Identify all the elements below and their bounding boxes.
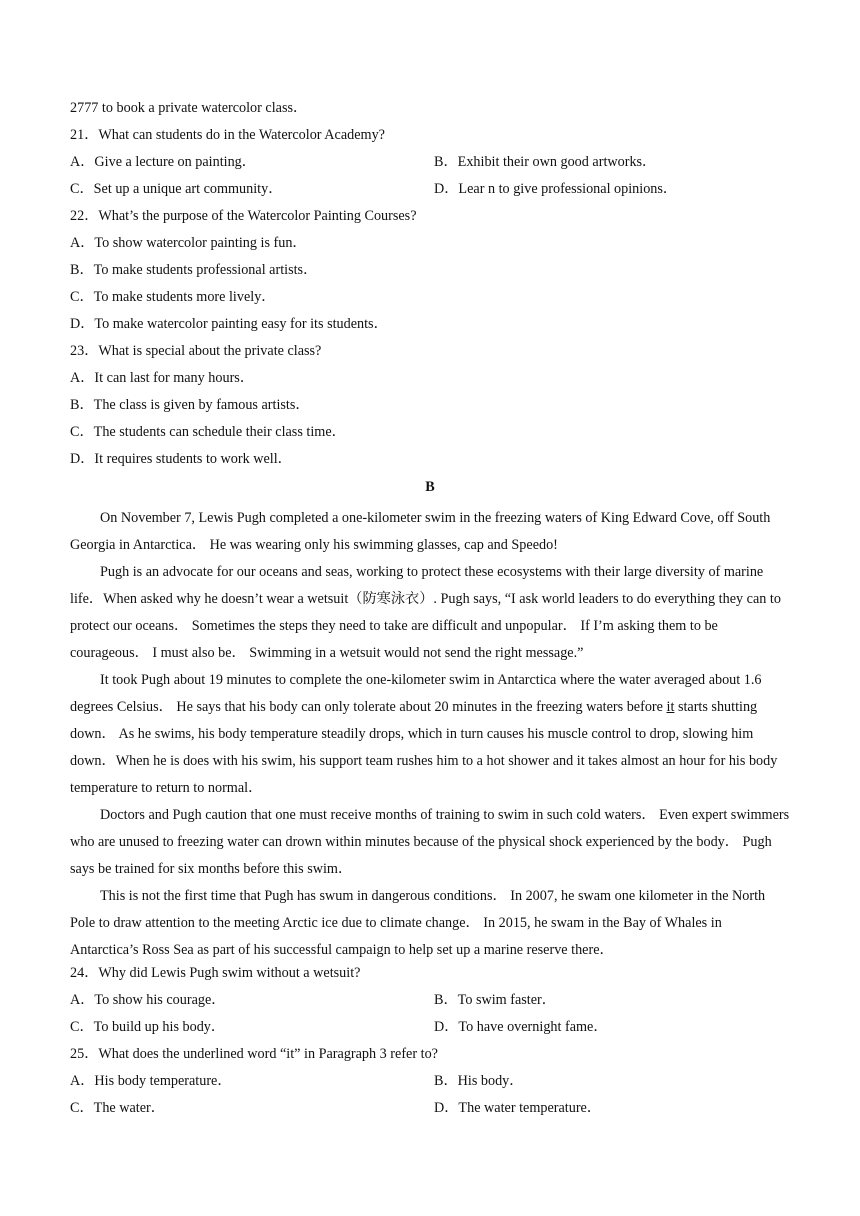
question-22-stem: 22．What’s the purpose of the Watercolor Painting Courses? xyxy=(70,208,417,224)
question-24-option-b: B．To swim faster． xyxy=(434,992,556,1008)
question-23-option-c: C．The students can schedule their class time． xyxy=(70,424,346,440)
passage-paragraph-3-text-after: starts shutting down． As he swims, his body temperature steadily drops, which in turn causes his muscle control to drop, slowing him down．When he is does with his swim, his support team rushes him to a hot shower and it takes almost an hour for his body temperature to return to normal． xyxy=(70,699,778,796)
section-b-heading: B xyxy=(425,479,435,495)
question-25-option-d: D．The water temperature． xyxy=(434,1100,602,1116)
question-21-option-row-1 xyxy=(70,153,792,171)
passage-paragraph-5: This is not the first time that Pugh has swum in dangerous conditions． In 2007, he swam one kilometer in the North Pole to draw attention to the meeting Arctic ice due to climate change． In 2015, he swam in the Bay of Whales in Antarctica’s Ross Sea as part of his successful campaign to help set up a marine reserve there． xyxy=(70,888,766,958)
question-23-stem: 23．What is special about the private class? xyxy=(70,343,322,359)
intro-line: 2777 to book a private watercolor class． xyxy=(70,100,308,116)
question-25-option-b: B．His body． xyxy=(434,1073,524,1089)
question-22-option-c: C．To make students more lively． xyxy=(70,289,276,305)
passage-paragraph-1: On November 7, Lewis Pugh completed a one-kilometer swim in the freezing waters of King Edward Cove, off South Georgia in Antarctica． He was wearing only his swimming glasses, cap and Speedo! xyxy=(70,510,771,553)
question-21-option-c: C．Set up a unique art community． xyxy=(70,181,283,197)
passage-paragraph-3-text-before: It took Pugh about 19 minutes to complete the one-kilometer swim in Antarctica where the water averaged about 1.6 degrees Celsius． He says that his body can only tolerate about 20 minutes in the freezing waters before xyxy=(70,672,762,715)
question-22-option-b: B．To make students professional artists． xyxy=(70,262,318,278)
passage-paragraph-4: Doctors and Pugh caution that one must receive months of training to swim in such cold waters． Even expert swimmers who are unused to freezing water can drown within minutes because of the physical shock experienced by the body． Pugh says be trained for six months before this swim． xyxy=(70,807,790,877)
question-21-option-row-2 xyxy=(70,180,792,198)
question-24-option-c: C．To build up his body． xyxy=(70,1019,226,1035)
passage-paragraph-3 xyxy=(70,667,792,802)
question-21-option-b: B．Exhibit their own good artworks． xyxy=(434,154,657,170)
question-24-option-row-2 xyxy=(70,1018,792,1036)
underlined-word-it: it xyxy=(666,699,675,715)
question-25-option-row-1 xyxy=(70,1072,792,1090)
question-24-option-a: A．To show his courage． xyxy=(70,992,226,1008)
question-23-option-a: A．It can last for many hours． xyxy=(70,370,255,386)
question-21-stem: 21．What can students do in the Watercolor Academy? xyxy=(70,127,385,143)
passage-paragraph-2: Pugh is an advocate for our oceans and seas, working to protect these ecosystems with their large diversity of marine life．When asked why he doesn’t wear a wetsuit（防寒泳衣）. Pugh says, “I ask world leaders to do everything they can to protect our oceans． Sometimes the steps they need to take are difficult and unpopular． If I’m asking them to be courageous． I must also be． Swimming in a wetsuit would not send the right message.” xyxy=(70,564,781,661)
question-25-option-row-2 xyxy=(70,1099,792,1117)
question-23-option-b: B．The class is given by famous artists． xyxy=(70,397,310,413)
question-25-option-c: C．The water． xyxy=(70,1100,165,1116)
question-24-option-d: D．To have overnight fame． xyxy=(434,1019,608,1035)
question-25-option-a: A．His body temperature． xyxy=(70,1073,232,1089)
question-22-option-a: A．To show watercolor painting is fun． xyxy=(70,235,307,251)
question-24-stem: 24．Why did Lewis Pugh swim without a wetsuit? xyxy=(70,965,361,981)
question-24-option-row-1 xyxy=(70,991,792,1009)
question-25-stem: 25．What does the underlined word “it” in Paragraph 3 refer to? xyxy=(70,1046,438,1062)
question-23-option-d: D．It requires students to work well． xyxy=(70,451,292,467)
question-21-option-a: A．Give a lecture on painting． xyxy=(70,154,256,170)
question-21-option-d: D．Lear n to give professional opinions． xyxy=(434,181,678,197)
question-22-option-d: D．To make watercolor painting easy for its students． xyxy=(70,316,388,332)
